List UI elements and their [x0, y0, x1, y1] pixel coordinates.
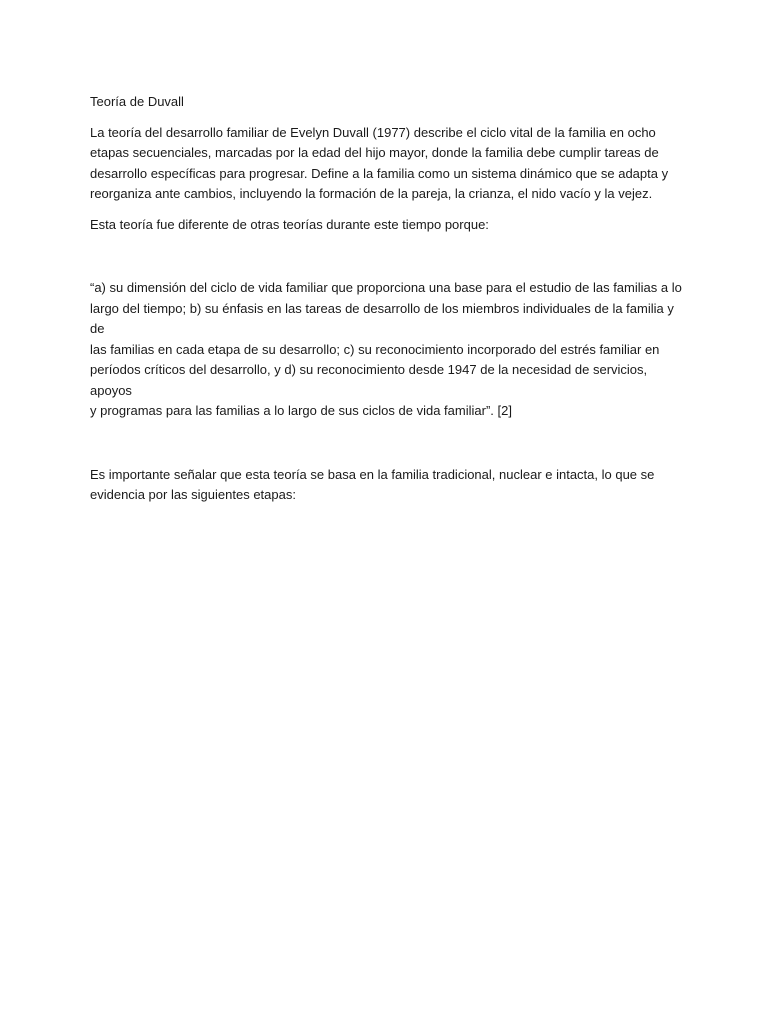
document-title: Teoría de Duvall — [90, 94, 184, 109]
paragraph-difference: Esta teoría fue diferente de otras teorías durante este tiempo porque: — [90, 216, 489, 232]
paragraph-stages-intro: Es importante señalar que esta teoría se basa en la familia tradicional, nuclear e intacta, lo que se evidencia por las siguientes etapas: — [90, 466, 655, 502]
paragraph-intro: La teoría del desarrollo familiar de Evelyn Duvall (1977) describe el ciclo vital de la familia en ocho etapas secuenciales, marcadas por la edad del hijo mayor, donde la familia debe cumplir tareas de desarrollo específicas para progresar. Define a la familia como un sistema dinámico que se adapta y reorganiza ante cambios, incluyendo la formación de la pareja, la crianza, el nido vacío y la vejez. — [90, 124, 669, 201]
document-body — [90, 92, 690, 506]
paragraph-quote: “a) su dimensión del ciclo de vida familiar que proporciona una base para el estudio de las familias a lo largo del tiempo; b) su énfasis en las tareas de desarrollo de los miembros individuales de la familia y de las familias en cada etapa de su desarrollo; c) su reconocimiento incorporado del estrés familiar en períodos críticos del desarrollo, y d) su reconocimiento desde 1947 de la necesidad de servicios, apoyos y programas para las familias a lo largo de sus ciclos de vida familiar”. [2] — [90, 280, 682, 418]
